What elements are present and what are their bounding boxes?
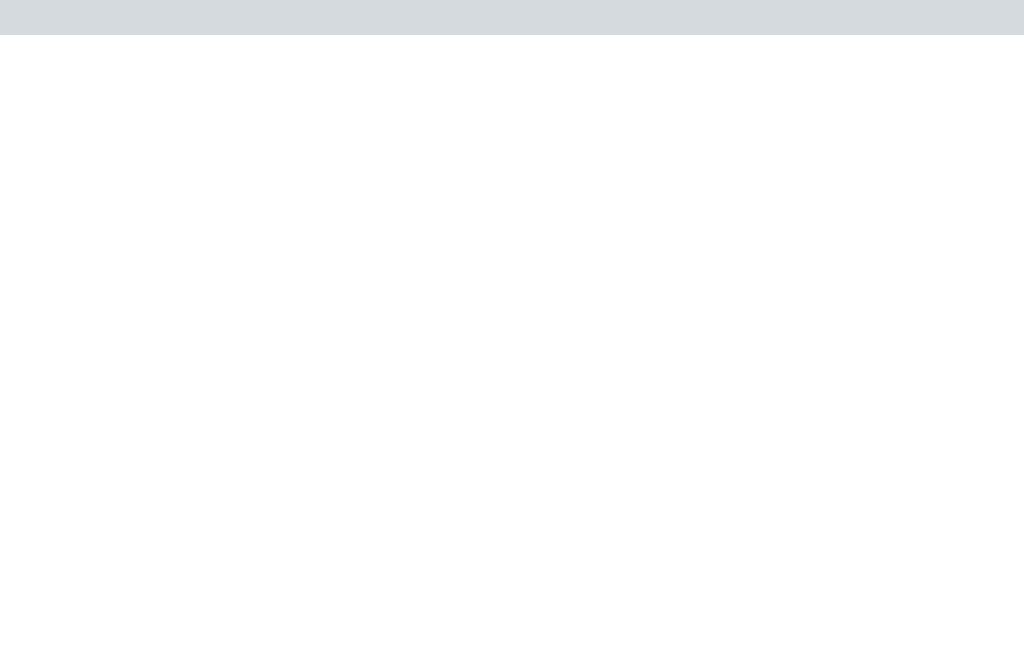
table-header-row	[0, 0, 1024, 37]
